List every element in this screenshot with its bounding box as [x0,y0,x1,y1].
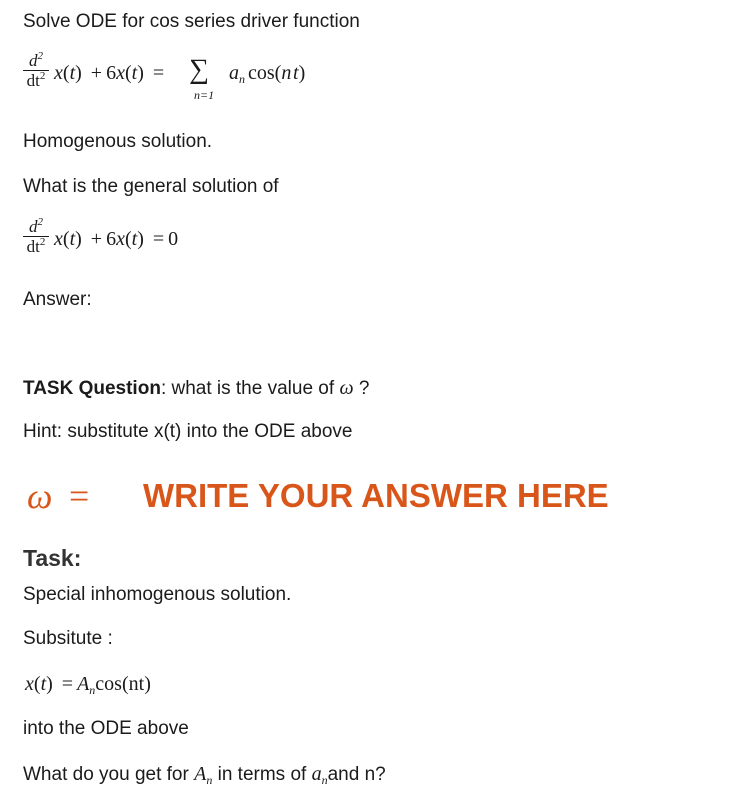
general-solution-question: What is the general solution of [23,176,279,197]
ode-lhs: x(t) + 6x(t) = [54,62,165,84]
second-derivative-operator: $d^2$ $dt^2$ [21,52,51,89]
second-derivative-operator: $d^2$ $dt^2$ [21,218,51,255]
answer-placeholder[interactable]: WRITE YOUR ANSWER HERE [143,477,609,514]
final-question: What do you get for $A_n$ in terms of $a_nand$ n? [23,763,386,787]
omega-symbol: ω [27,476,53,516]
task-heading: Task: [23,545,82,571]
homogeneous-heading: Homogenous solution. [23,131,213,152]
hint-text: Hint: substitute x(t) into the ODE above [23,421,353,442]
ode-rhs-term: $a_n$ cos(n t) [229,62,306,86]
substitute-label: Subsitute : [23,628,113,649]
summation-symbol: ∑ [189,54,209,85]
omega-equals: = [69,476,90,516]
summation-lower-limit: n=1 [194,88,215,102]
into-ode-text: into the ODE above [23,718,189,739]
answer-label: Answer: [23,289,92,310]
intro-text: Solve ODE for cos series driver function [23,11,360,32]
special-solution-heading: Special inhomogenous solution. [23,584,292,605]
task-question: TASK Question: what is the value of ω ? [23,377,370,399]
homogeneous-equation-body: x(t) + 6x(t) = 0 [54,228,179,250]
trial-solution-equation: $x(t) = A_n\cos(nt)$ [25,673,151,697]
